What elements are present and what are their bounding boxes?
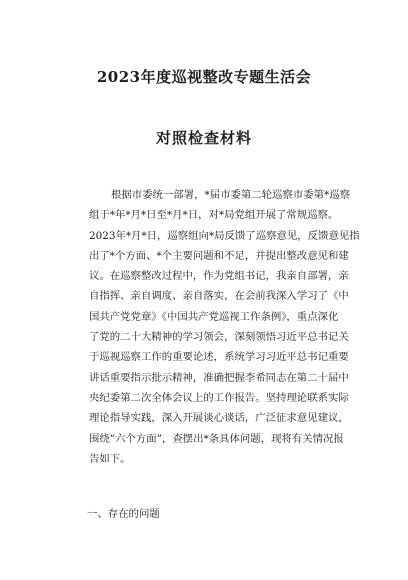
paragraph-line: 组于*年*月*日至*月*日，对*局党组开展了常规巡察。 <box>89 209 339 222</box>
paragraph-line: 理论指导实践，深入开展谈心谈话，广泛征求意见建议， <box>89 412 349 425</box>
body-paragraph <box>89 185 360 469</box>
paragraph-line: 了党的二十大精神的学习领会，深刻领悟习近平总书记关 <box>89 331 349 344</box>
paragraph-line: 讲话重要指示批示精神，准确把握李希同志在第二十届中 <box>89 371 349 384</box>
document-title: 2023年度巡视整改专题生活会 <box>96 68 312 86</box>
document-subtitle: 对照检查材料 <box>155 129 252 147</box>
paragraph-line: 出了*个方面、*个主要问题和不足，并提出整改意见和建 <box>89 249 349 262</box>
paragraph-line: 根据市委统一部署，*届市委第二轮巡察市委第*巡察 <box>111 189 350 201</box>
paragraph-line: 于巡视巡察工作的重要论述，系统学习习近平总书记重要 <box>89 351 349 364</box>
paragraph-line: 2023年*月*日，巡察组向*局反馈了巡察意见，反馈意见指 <box>89 229 360 242</box>
paragraph-line: 议。在巡察整改过程中，作为党组书记，我亲自部署，亲 <box>89 270 349 283</box>
paragraph-line: 国共产党党章》《中国共产党巡视工作条例》，重点深化 <box>89 310 339 323</box>
paragraph-line: 告如下。 <box>89 452 131 465</box>
paragraph-line: 自指挥、亲自调度、亲自落实，在会前我深入学习了《中 <box>89 290 349 303</box>
paragraph-line: 围绕”六个方面”，查摆出*条具体问题，现将有关情况报 <box>89 432 344 445</box>
paragraph-line: 央纪委第二次全体会议上的工作报告。坚持理论联系实际 <box>89 391 349 404</box>
section-heading: 一、存在的问题 <box>87 508 160 520</box>
